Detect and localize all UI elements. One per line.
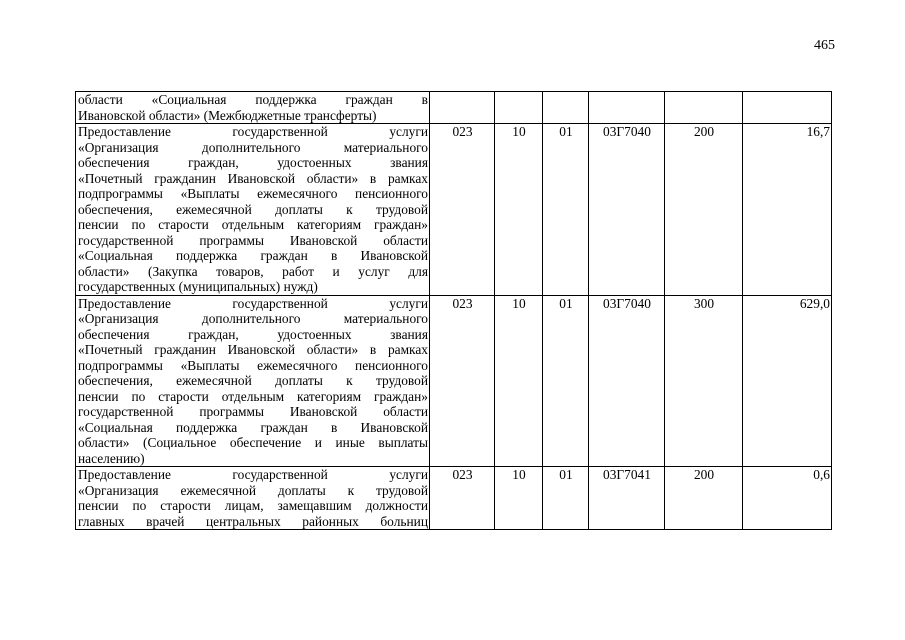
description-line: главных врачей центральных районных больниц	[78, 513, 428, 529]
description-line: населению)	[78, 450, 145, 466]
table-row	[76, 295, 832, 467]
row-description	[76, 124, 430, 296]
subsection-code: 01	[543, 124, 589, 296]
section-code	[495, 92, 543, 124]
amount-value: 629,0	[743, 295, 832, 467]
description-line: государственной программы Ивановской области	[78, 232, 428, 248]
amount-value: 0,6	[743, 467, 832, 530]
description-line: Предоставление государственной услуги	[78, 124, 428, 139]
description-line: «Социальная поддержка граждан в Ивановской	[78, 419, 428, 435]
description-line: пенсии по старости лицам, замещавшим должности	[78, 498, 428, 513]
description-line: «Организация дополнительного материального	[78, 311, 428, 326]
subsection-code	[543, 92, 589, 124]
description-line: пенсии по старости отдельным категориям граждан»	[78, 388, 428, 404]
target-article-code	[589, 92, 665, 124]
expense-type-code	[665, 92, 743, 124]
amount-value	[743, 92, 832, 124]
description-line: «Социальная поддержка граждан в Ивановской	[78, 248, 428, 263]
expense-type-code: 300	[665, 295, 743, 467]
description-line: обеспечения, ежемесячной доплаты к трудовой	[78, 373, 428, 388]
description-line: обеспечения граждан, удостоенных звания	[78, 326, 428, 342]
table-row	[76, 467, 832, 530]
expense-type-code: 200	[665, 124, 743, 296]
target-article-code: 03Г7041	[589, 467, 665, 530]
subsection-code: 01	[543, 467, 589, 530]
description-line: государственной программы Ивановской области	[78, 404, 428, 419]
target-article-code: 03Г7040	[589, 295, 665, 467]
section-code: 10	[495, 124, 543, 296]
description-line: подпрограммы «Выплаты ежемесячного пенсионного	[78, 186, 428, 201]
description-line: Ивановской области» (Межбюджетные трансферты)	[78, 107, 377, 123]
description-line: «Почетный гражданин Ивановской области» в рамках	[78, 342, 428, 357]
subsection-code: 01	[543, 295, 589, 467]
row-description	[76, 295, 430, 467]
row-description	[76, 467, 430, 530]
table-row	[76, 124, 832, 296]
description-line: Предоставление государственной услуги	[78, 295, 428, 311]
description-line: пенсии по старости отдельным категориям граждан»	[78, 217, 428, 232]
description-line: области» (Закупка товаров, работ и услуг для	[78, 263, 428, 279]
description-line: области «Социальная поддержка граждан в	[78, 92, 428, 107]
ministry-code: 023	[430, 467, 495, 530]
section-code: 10	[495, 467, 543, 530]
description-line: «Организация ежемесячной доплаты к трудовой	[78, 482, 428, 498]
ministry-code: 023	[430, 295, 495, 467]
description-line: обеспечения граждан, удостоенных звания	[78, 155, 428, 170]
expense-type-code: 200	[665, 467, 743, 530]
description-line: Предоставление государственной услуги	[78, 467, 428, 482]
budget-table	[75, 91, 832, 530]
section-code: 10	[495, 295, 543, 467]
description-line: «Почетный гражданин Ивановской области» в рамках	[78, 170, 428, 186]
target-article-code: 03Г7040	[589, 124, 665, 296]
table-row	[76, 92, 832, 124]
description-line: области» (Социальное обеспечение и иные выплаты	[78, 435, 428, 450]
page-number: 465	[814, 38, 835, 53]
budget-table-body	[76, 92, 832, 530]
description-line: «Организация дополнительного материального	[78, 139, 428, 155]
description-line: государственных (муниципальных) нужд)	[78, 279, 318, 294]
row-description	[76, 92, 430, 124]
description-line: обеспечения, ежемесячной доплаты к трудовой	[78, 201, 428, 217]
description-line: подпрограммы «Выплаты ежемесячного пенсионного	[78, 357, 428, 373]
ministry-code	[430, 92, 495, 124]
amount-value: 16,7	[743, 124, 832, 296]
ministry-code: 023	[430, 124, 495, 296]
